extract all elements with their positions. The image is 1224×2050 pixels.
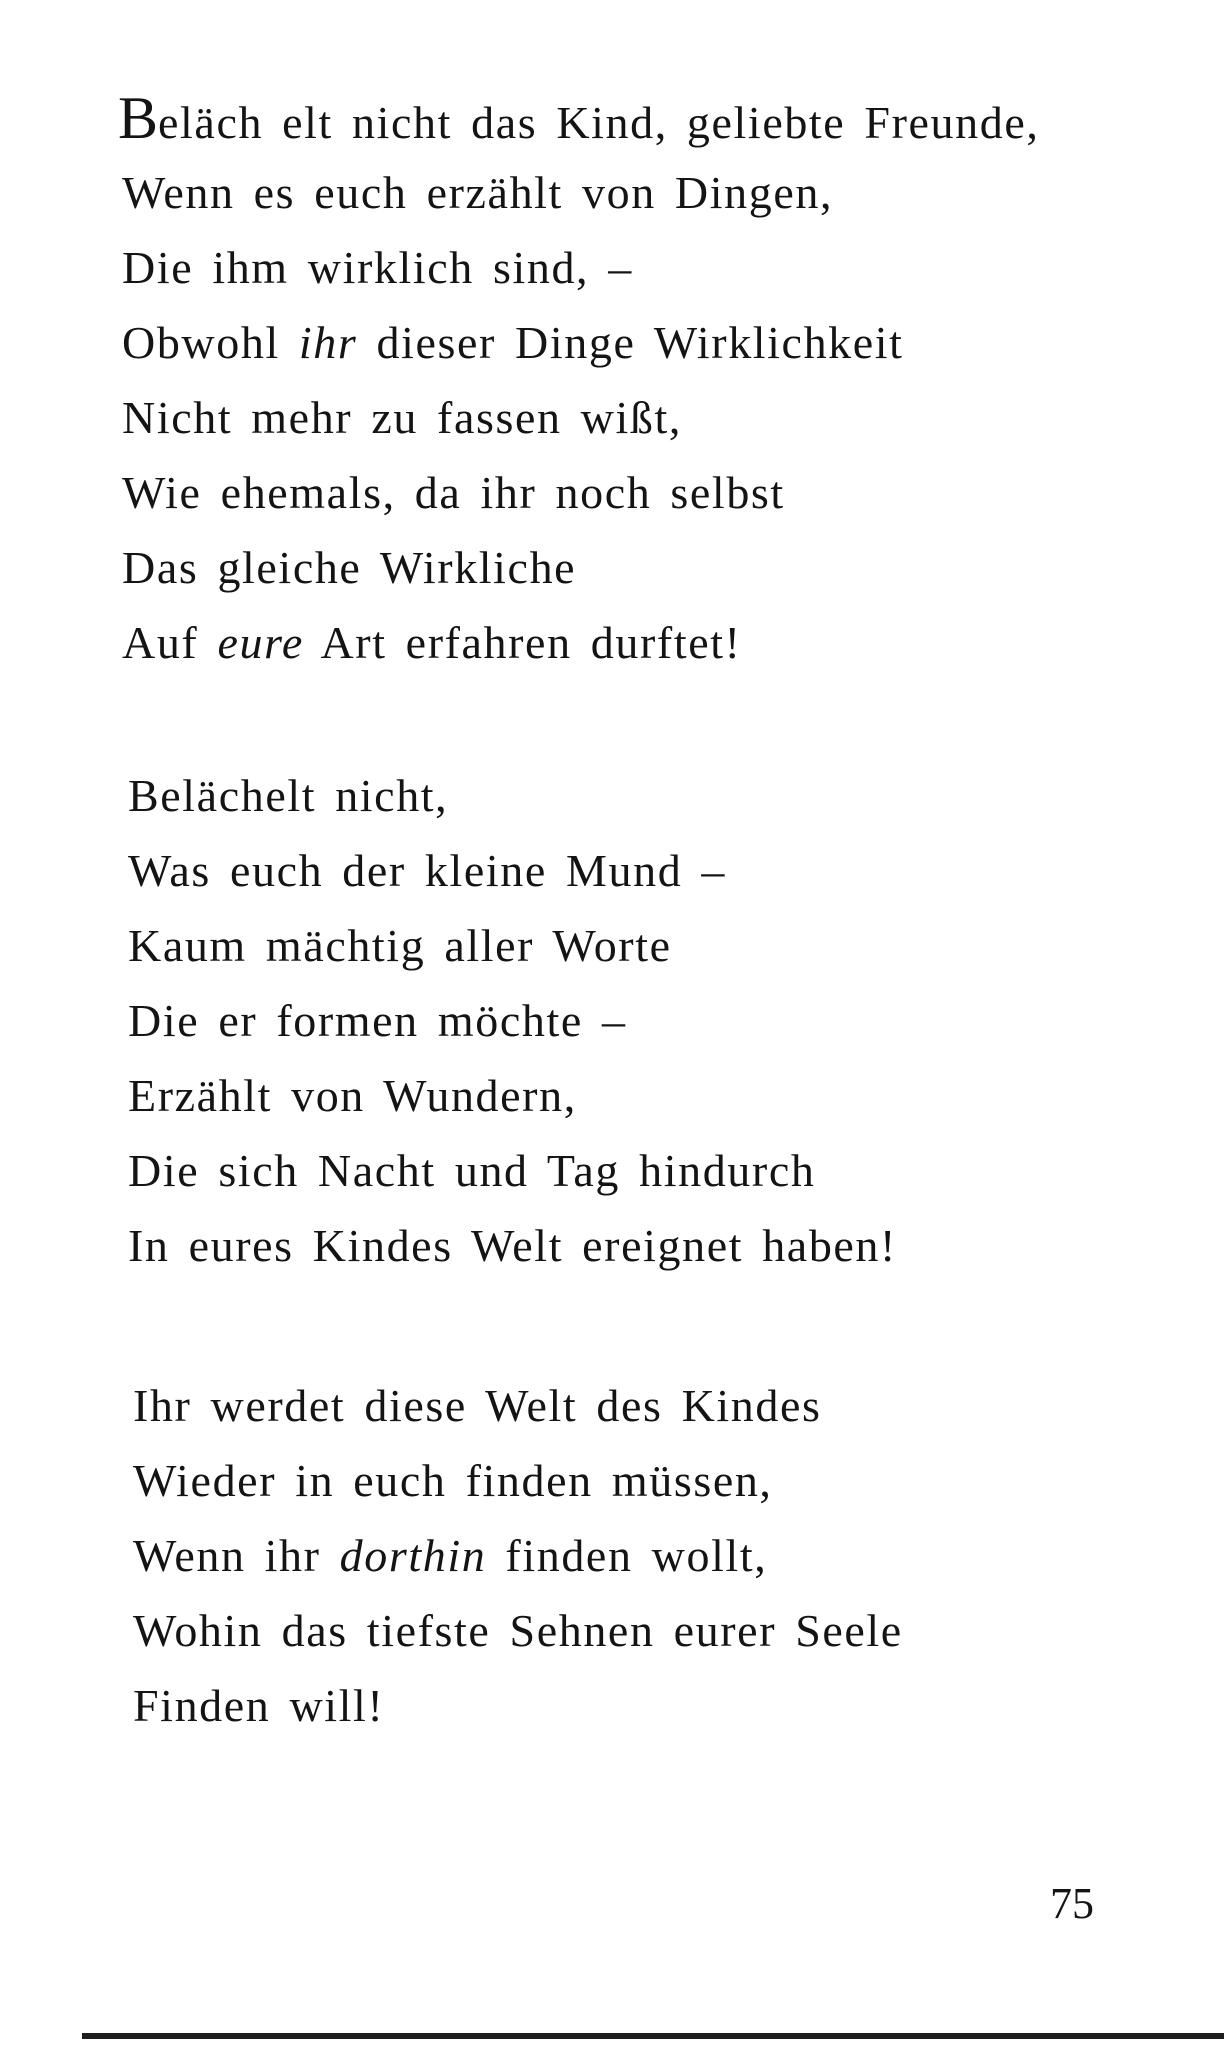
poem-line: Wie ehemals, da ihr noch selbst — [122, 467, 785, 518]
poem-line — [133, 1528, 767, 1584]
poem-line: Was euch der kleine Mund – — [128, 845, 727, 896]
poem-line: Die ihm wirklich sind, – — [122, 242, 633, 293]
line-text: dieser Dinge Wirklichkeit — [357, 317, 904, 368]
poem-line: Die sich Nacht und Tag hindurch — [128, 1145, 816, 1196]
drop-capital: B — [118, 85, 159, 151]
poem-line: Kaum mächtig aller Worte — [128, 920, 672, 971]
line-text: finden wollt, — [486, 1530, 768, 1581]
bottom-rule — [82, 2033, 1224, 2039]
line-text: Obwohl — [122, 317, 299, 368]
poem-line: Belächelt nicht, — [128, 770, 449, 821]
poem-line: Wohin das tiefste Sehnen eurer Seele — [133, 1605, 903, 1656]
poem-line: Wenn es euch erzählt von Dingen, — [122, 167, 834, 218]
poem-line — [122, 315, 904, 371]
line-text: Wenn ihr — [133, 1530, 340, 1581]
poem-line: In eures Kindes Welt ereignet haben! — [128, 1220, 897, 1271]
poem-line — [118, 85, 1040, 151]
emphasized-word: dorthin — [339, 1530, 487, 1581]
poem-line: Die er formen möchte – — [128, 995, 627, 1046]
poem-line: Das gleiche Wirkliche — [122, 542, 577, 593]
page-number: 75 — [1050, 1879, 1094, 1928]
line-text: Art erfahren durftet! — [303, 617, 742, 668]
line-text: Auf — [122, 617, 218, 668]
poem-line: Finden will! — [133, 1680, 385, 1731]
emphasized-word: eure — [217, 617, 304, 668]
poem-line — [122, 615, 742, 671]
emphasized-word: ihr — [298, 317, 358, 368]
poem-line: Nicht mehr zu fassen wißt, — [122, 392, 682, 443]
line-text: eläch elt nicht das Kind, geliebte Freunde, — [158, 97, 1040, 148]
poem-line: Erzählt von Wundern, — [128, 1070, 577, 1121]
poem-line: Ihr werdet diese Welt des Kindes — [133, 1380, 822, 1431]
poem-line: Wieder in euch finden müssen, — [133, 1455, 773, 1506]
